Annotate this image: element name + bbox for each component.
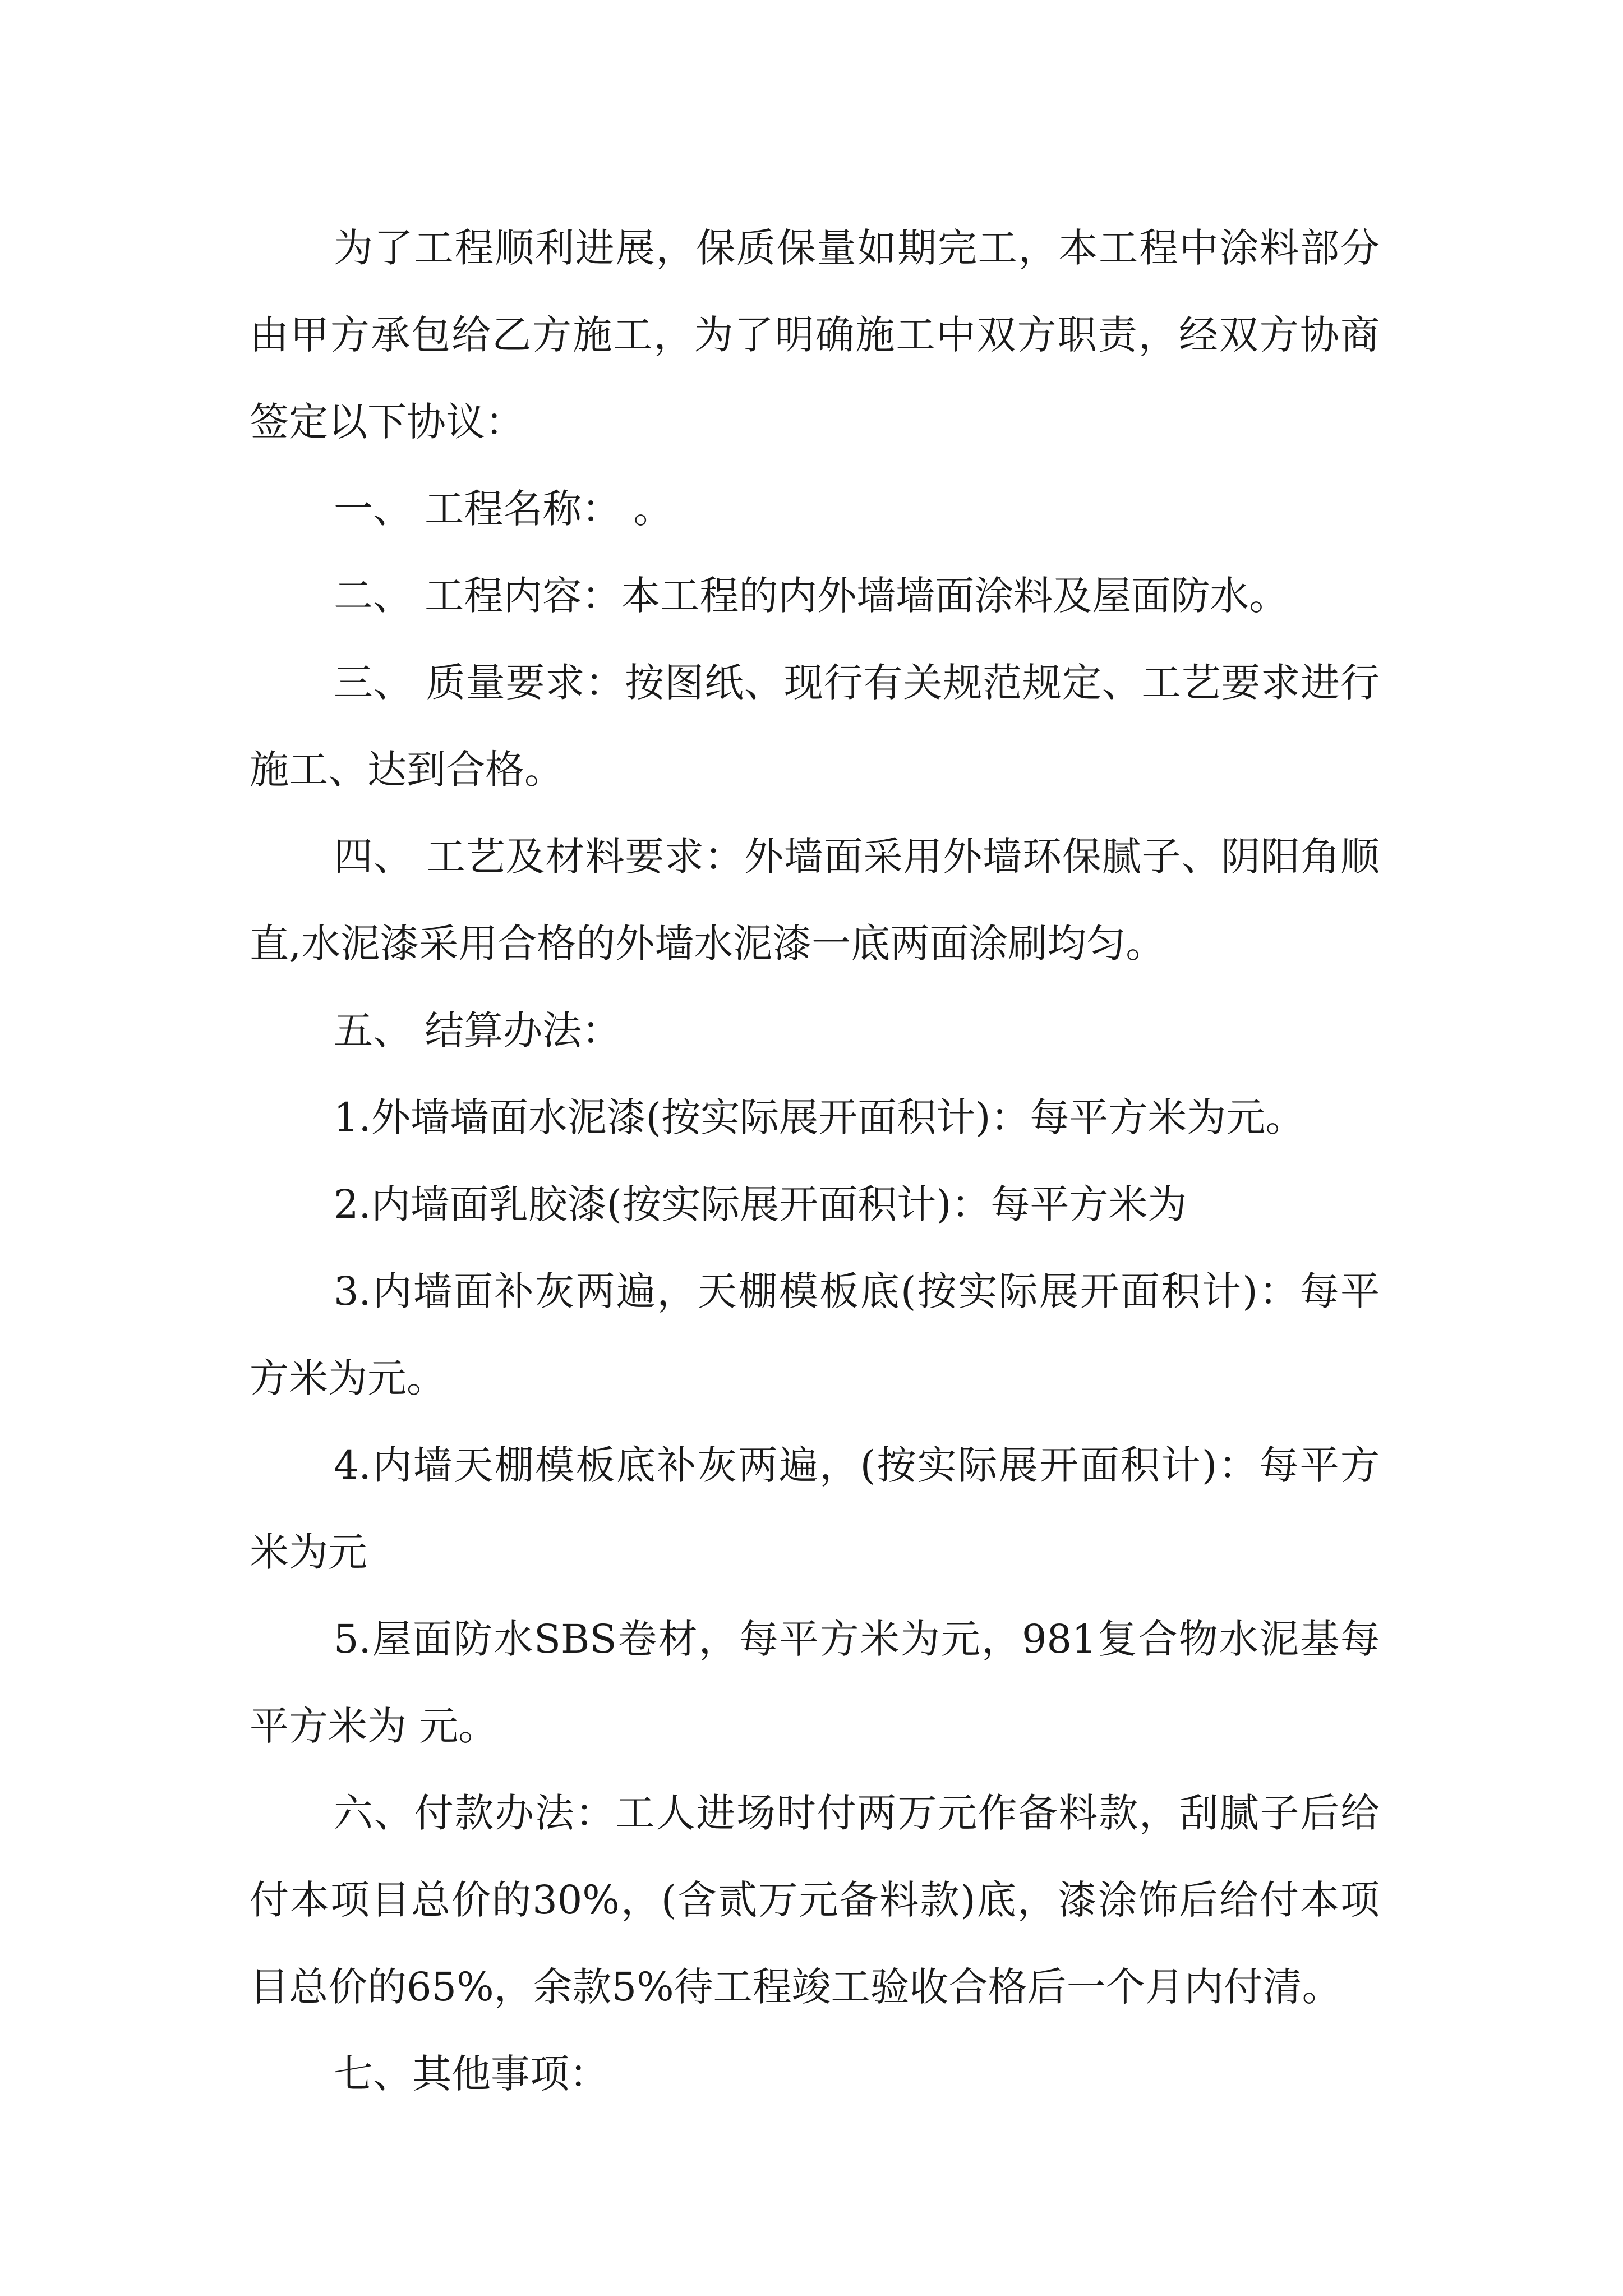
clause-other-matters: 七、其他事项： xyxy=(334,2051,608,2097)
settlement-item-2: 2.内墙面乳胶漆(按实际展开面积计)：每平方米为 xyxy=(334,1181,1187,1227)
clause-settlement-method: 五、 结算办法： xyxy=(334,1007,621,1053)
clause-process-materials: 四、 工艺及材料要求：外墙面采用外墙环保腻子、阴阳角顺直,水泥漆采用合格的外墙水泥漆一底两面涂刷均匀。 xyxy=(250,834,1380,967)
intro-paragraph: 为了工程顺利进展，保质保量如期完工，本工程中涂料部分由甲方承包给乙方施工，为了明确施工中双方职责，经双方协商签定以下协议： xyxy=(250,225,1380,445)
clause-quality-requirements: 三、 质量要求：按图纸、现行有关规范规定、工艺要求进行施工、达到合格。 xyxy=(250,660,1380,793)
clause-project-content: 二、 工程内容：本工程的内外墙墙面涂料及屋面防水。 xyxy=(334,573,1289,619)
settlement-item-4: 4.内墙天棚模板底补灰两遍，(按实际展开面积计)：每平方米为元 xyxy=(250,1442,1380,1575)
settlement-item-3: 3.内墙面补灰两遍，天棚模板底(按实际展开面积计)：每平方米为元。 xyxy=(250,1268,1380,1401)
clause-project-name: 一、 工程名称： 。 xyxy=(334,486,673,532)
settlement-item-1: 1.外墙墙面水泥漆(按实际展开面积计)：每平方米为元。 xyxy=(334,1094,1305,1140)
clause-payment-method: 六、付款办法：工人进场时付两万元作备料款，刮腻子后给付本项目总价的30%，(含贰万元备料款)底，漆涂饰后给付本项目总价的65%，余款5%待工程竣工验收合格后一个月内付清。 xyxy=(250,1790,1380,2010)
document-body xyxy=(250,205,1380,2118)
settlement-item-5: 5.屋面防水SBS卷材，每平方米为元，981复合物水泥基每平方米为 元。 xyxy=(250,1616,1380,1749)
